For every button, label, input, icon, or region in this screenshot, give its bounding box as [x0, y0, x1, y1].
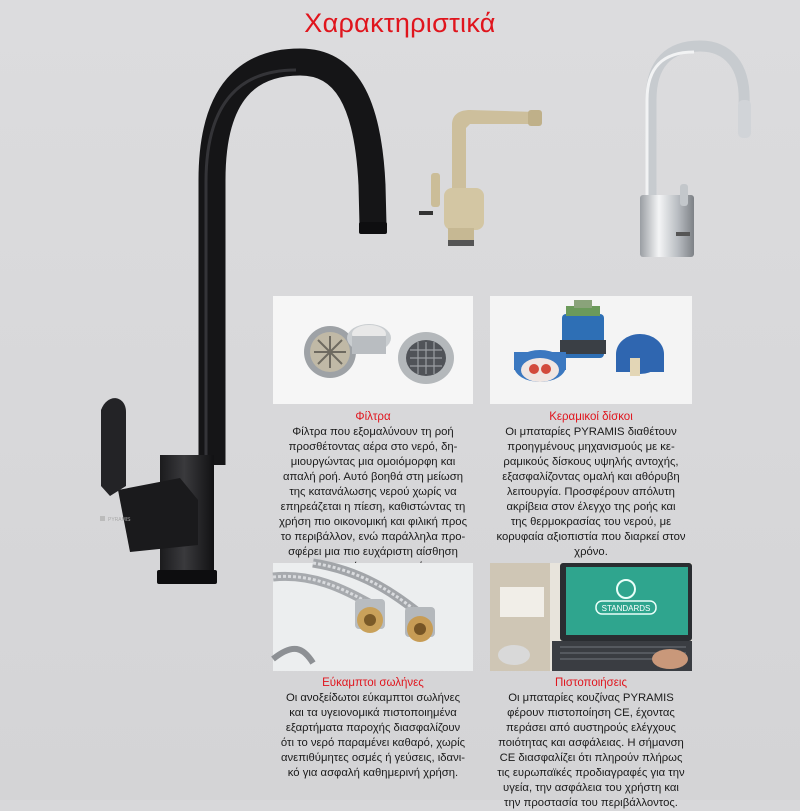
feature-line: κό για ασφαλή καθημερινή χρήση.: [287, 767, 459, 779]
feature-title: Φίλτρα: [355, 411, 391, 423]
feature-line: και τα υγειονομικά πιστοποιημένα: [289, 707, 457, 719]
feature-line: της κατανάλωσης νερού χωρίς να: [289, 486, 457, 498]
feature-line: σφέρει μια πιο ευχάριστη αίσθηση: [288, 546, 458, 558]
feature-line: Οι μπαταρίες κουζίνας PYRAMIS: [508, 692, 674, 704]
page-title: Χαρακτηριστικά: [304, 8, 496, 38]
feature-line: το περιβάλλον, ενώ παράλληλα προ-: [280, 531, 466, 543]
feature-line: ακρίβεια στον έλεγχο της ροής και: [506, 501, 676, 513]
feature-line: υγεία, την ασφάλεια του χρήστη και: [503, 782, 679, 794]
feature-line: χρόνο.: [574, 546, 608, 558]
feature-line: την προστασία του περιβάλλοντος.: [504, 797, 678, 809]
feature-line: ανεπιθύμητες οσμές ή γεύσεις, ιδανι-: [280, 752, 465, 764]
feature-line: ότι το νερό παραμένει καθαρό, χωρίς: [280, 737, 466, 749]
feature-line: Οι ανοξείδωτοι εύκαμπτοι σωλήνες: [285, 692, 461, 704]
laptop-standards-photo: [490, 563, 692, 671]
feature-line: επηρεάζεται η πίεση, καθιστώντας τη: [280, 501, 466, 513]
brand-mark: PYRAMIS: [108, 517, 131, 523]
feature-filters: [266, 410, 480, 575]
aerator-filter-photo: [273, 296, 473, 404]
feature-line: εξαρτήματα παροχής διασφαλίζουν: [285, 722, 461, 734]
feature-line: Φίλτρα που εξομαλύνουν τη ροή: [292, 426, 454, 438]
feature-title: Πιστοποιήσεις: [554, 677, 627, 689]
feature-line: χρήση πιο οικονομική και φιλική προς: [278, 516, 468, 528]
feature-line: CE διασφαλίζει ότι πληρούν πλήρως: [499, 752, 683, 764]
ceramic-cartridge-photo: [490, 296, 692, 404]
feature-line: φέρουν πιστοποίηση CE, έχοντας: [507, 707, 675, 719]
feature-line: προηγμένους μηχανισμούς με κε-: [507, 441, 675, 453]
feature-title: Κεραμικοί δίσκοι: [549, 411, 633, 423]
feature-line: τις ευρωπαϊκές προδιαγραφές για την: [497, 767, 685, 779]
feature-line: προσθέτοντας αέρα στο νερό, δη-: [288, 441, 458, 453]
feature-line: Οι μπαταρίες PYRAMIS διαθέτουν: [505, 426, 677, 438]
feature-line: μιουργώντας μια ομοιόμορφη και: [290, 456, 456, 468]
feature-line: της θερμοκρασίας του νερού, με: [510, 516, 672, 528]
feature-line: ποιότητας και ασφάλειας. Η σήμανση: [498, 737, 684, 749]
feature-certifications: [484, 676, 698, 811]
flexible-hoses-photo: [273, 563, 473, 671]
feature-line: ραμικούς δίσκους υψηλής αντοχής,: [503, 456, 679, 468]
feature-line: κορυφαία αξιοπιστία που διαρκεί στον: [496, 531, 686, 543]
feature-line: περάσει από αυστηρούς ελέγχους: [506, 722, 676, 734]
feature-ceramic-discs: [484, 410, 698, 560]
feature-title: Εύκαμπτοι σωλήνες: [322, 677, 424, 689]
feature-line: λειτουργία. Προσφέρουν απόλυτη: [507, 486, 675, 498]
feature-line: εξασφαλίζοντας ομαλή και αθόρυβη: [502, 471, 680, 483]
standards-screen-text: STANDARDS: [601, 604, 651, 613]
feature-line: απαλή ροή. Αυτό βοηθά στη μείωση: [282, 471, 463, 483]
feature-flexible-hoses: [266, 676, 480, 781]
